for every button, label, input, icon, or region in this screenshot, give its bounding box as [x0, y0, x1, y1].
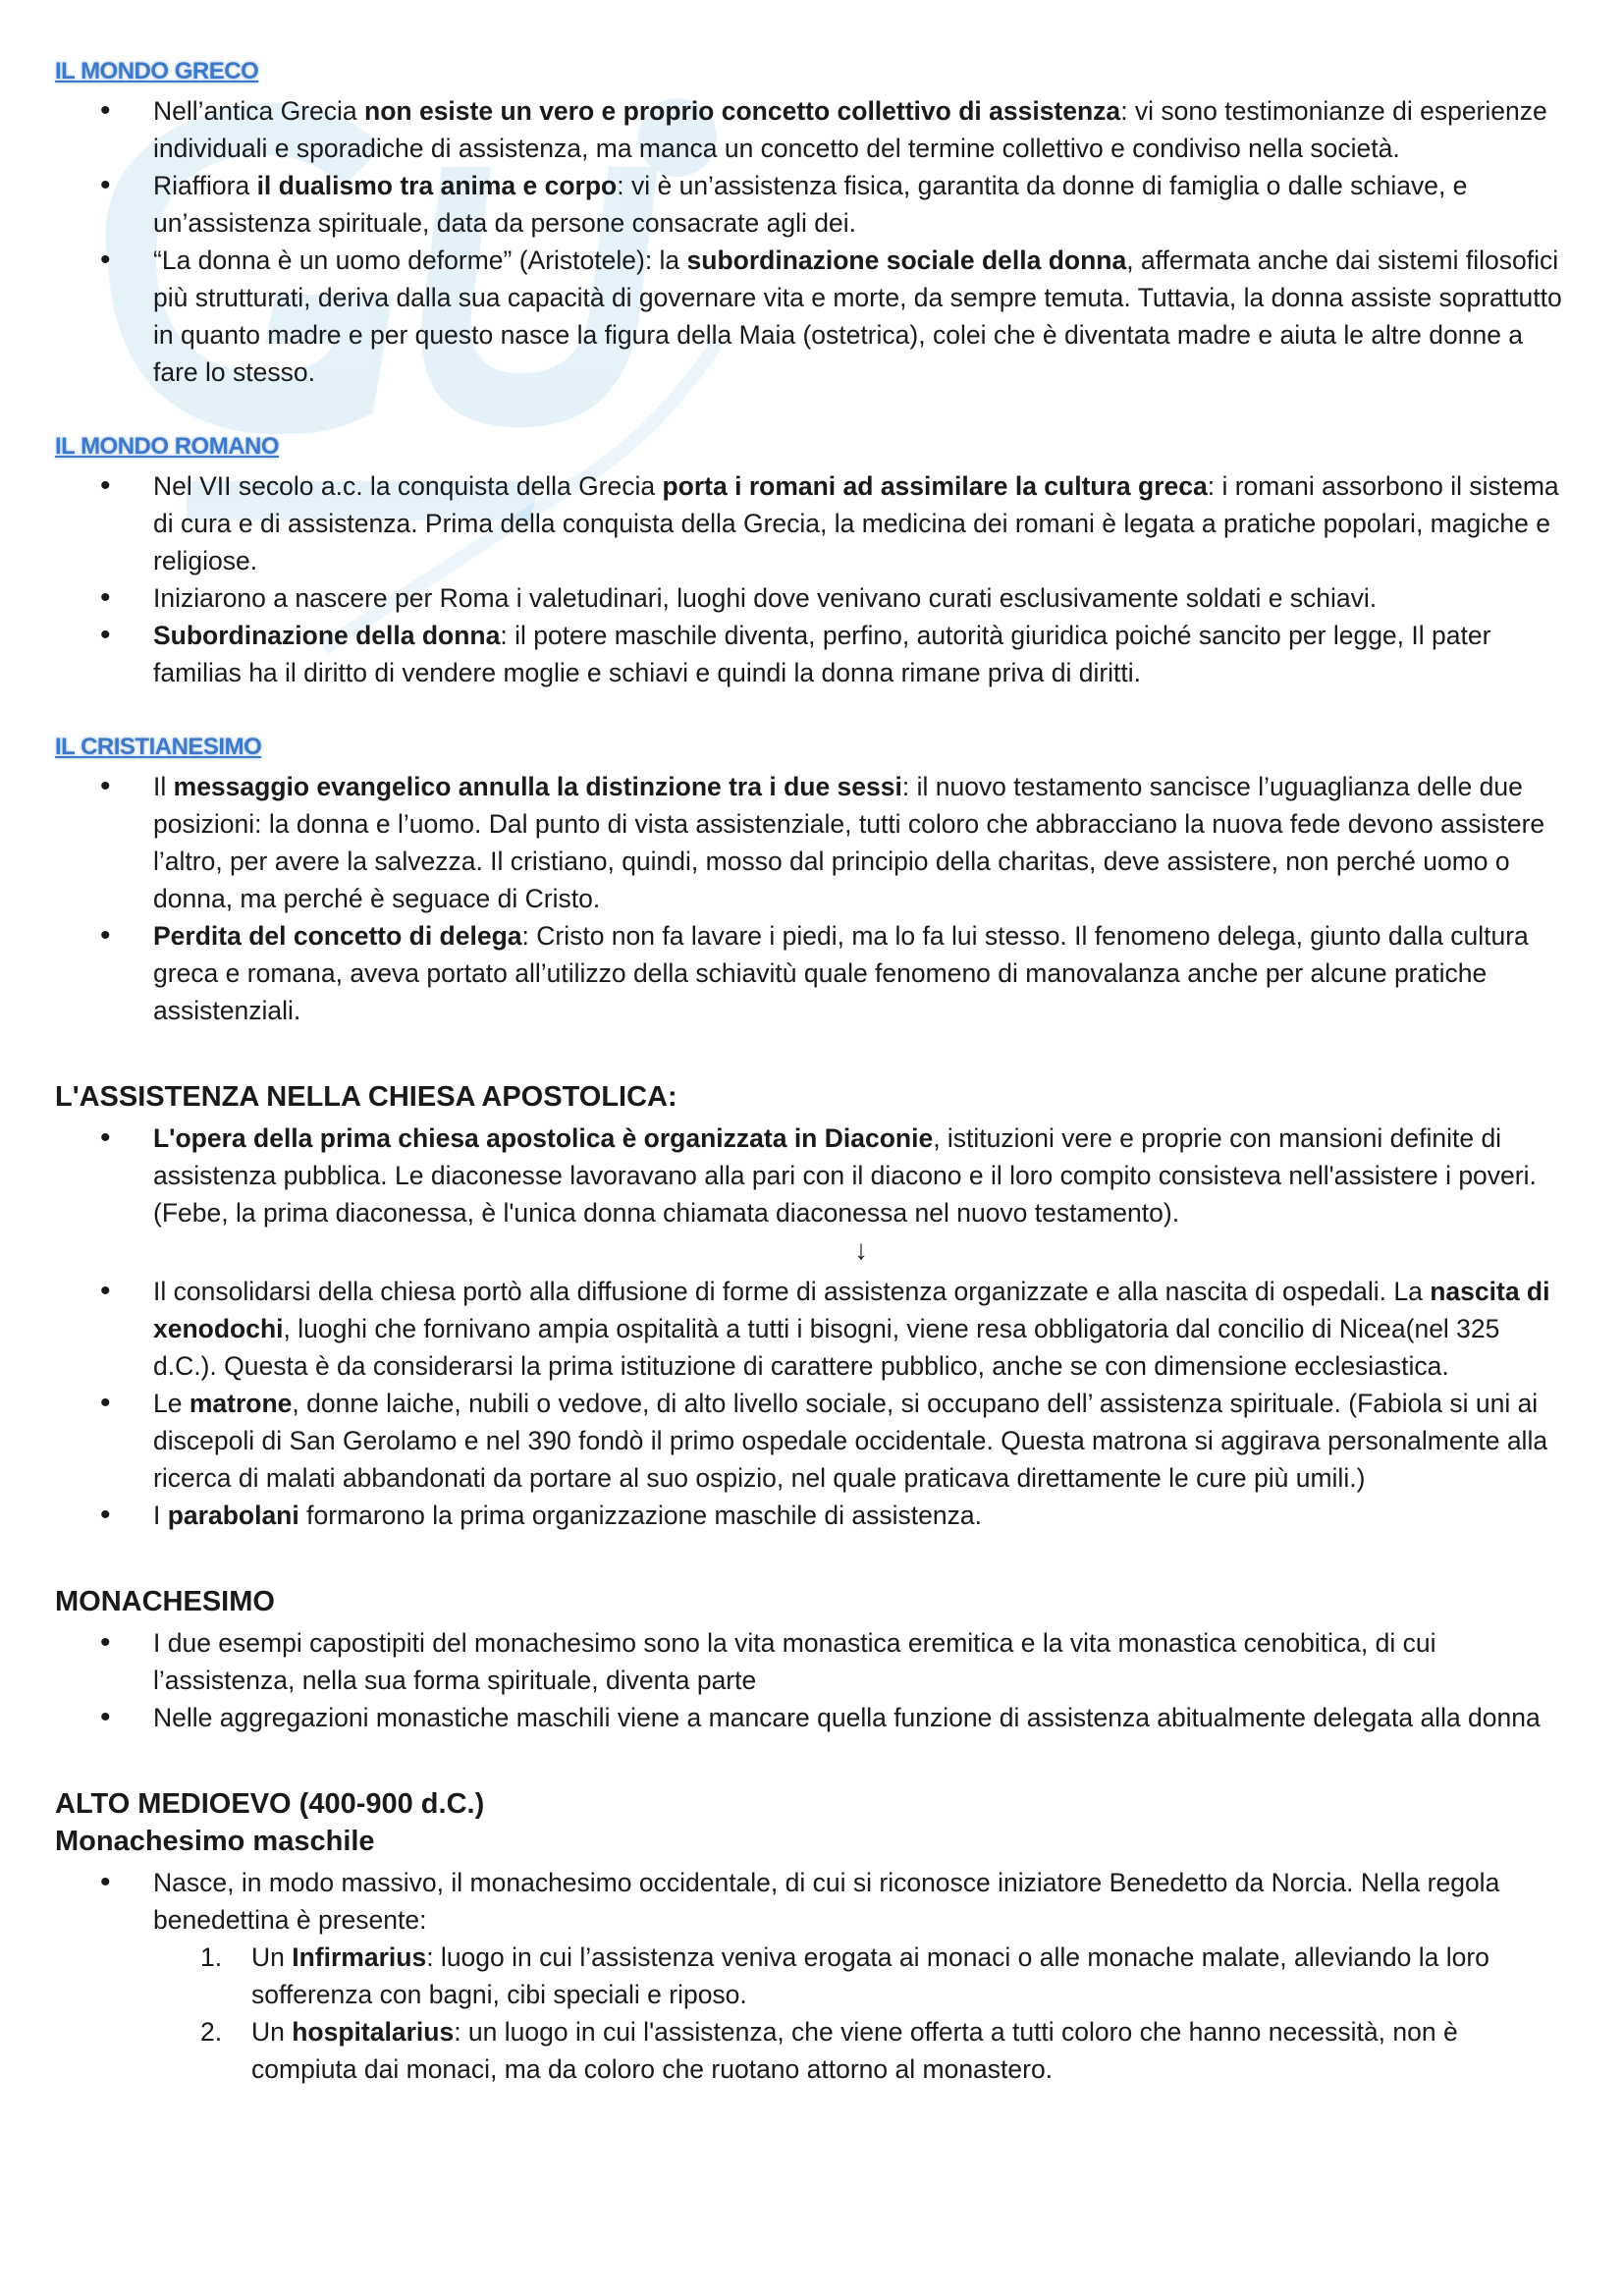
text: formarono la prima organizzazione maschile di assistenza.: [298, 1501, 982, 1530]
bold-text: nascita di xenodochi: [153, 1277, 1550, 1343]
arrow-down-icon: ↓: [854, 1234, 868, 1265]
text: : luogo in cui l’assistenza veniva erogata ai monaci o alle monache malate, alleviando la loro sofferenza con bagni, cibi speciali e riposo.: [251, 1942, 1489, 2009]
text: Riaffiora: [153, 171, 257, 200]
text: Un: [251, 2017, 293, 2047]
text: : il nuovo testamento sancisce l’uguaglianza delle due posizioni: la donna e l’uomo. Dal punto di vista assistenziale, tutti coloro che abbracciano la nuova fede devono assistere l’altro, per avere la salvezza. Il cristiano, quindi, mosso dal principio della charitas, deve assistere, non perché uomo o donna, ma perché è seguace di Cristo.: [153, 772, 1545, 913]
bold-text: porta i romani ad assimilare la cultura greca: [662, 471, 1208, 501]
bold-text: L'opera della prima chiesa apostolica è organizzata in Diaconie: [153, 1123, 934, 1153]
text: , affermata anche dai sistemi filosofici più strutturati, deriva dalla sua capacità di governare vita e morte, da sempre temuta. Tuttavia, la donna assiste soprattutto in quanto madre e per questo nasce la figura della Maia (ostetrica), colei che è diventata madre e aiuta le altre donne a fare lo stesso.: [153, 246, 1562, 387]
text: Nel VII secolo a.c. la conquista della Grecia: [153, 471, 663, 501]
list-item: [55, 768, 1569, 917]
list-item: [55, 467, 1569, 579]
text: , istituzioni vere e proprie con mansioni definite di assistenza pubblica. Le diaconesse lavoravano alla pari con il diacono e il loro compito consisteva nell'assistere i poveri. (Febe, la prima diaconessa, è l'unica donna chiamata diaconessa nel nuovo testamento).: [153, 1123, 1537, 1228]
text: Le: [153, 1389, 189, 1418]
bullet-list: [55, 768, 1569, 1029]
list-item: [55, 917, 1569, 1029]
list-item: [55, 242, 1569, 391]
item-number: 1.: [200, 1942, 223, 1972]
text: Il: [153, 772, 174, 801]
text: : un luogo in cui l'assistenza, che viene offerta a tutti coloro che hanno necessità, non è compiuta dai monaci, ma da coloro che ruotano attorno al monastero.: [251, 2017, 1458, 2084]
text: , luoghi che fornivano ampia ospitalità a tutti i bisogni, viene resa obbligatoria dal concilio di Nicea(nel 325 d.C.). Questa è da considerarsi la prima istituzione di carattere pubblico, anche se con dimensione ecclesiastica.: [153, 1314, 1500, 1381]
text: : i romani assorbono il sistema di cura e di assistenza. Prima della conquista della Grecia, la medicina dei romani è legata a pratiche popolari, magiche e religiose.: [153, 471, 1559, 575]
text: I due esempi capostipiti del monachesimo sono la vita monastica eremitica e la vita monastica cenobitica, di cui l’assistenza, nella sua forma spirituale, diventa parte: [153, 1628, 1436, 1695]
list-item: [55, 1864, 1569, 2088]
section-heading: IL MONDO ROMANO: [55, 433, 280, 460]
numbered-item: [153, 1939, 1569, 2013]
list-item: [55, 1497, 1569, 1534]
section-heading: MONACHESIMO: [55, 1586, 275, 1617]
bold-text: matrone: [189, 1389, 293, 1418]
section-monachesimo: [55, 1583, 1569, 1736]
list-item: [55, 167, 1569, 242]
text: : vi è un’assistenza fisica, garantita da donne di famiglia o dalle schiave, e un’assistenza spirituale, data da persone consacrate agli dei.: [153, 171, 1468, 238]
list-item: [55, 617, 1569, 691]
numbered-list: [153, 1939, 1569, 2088]
bold-text: messaggio evangelico annulla la distinzione tra i due sessi: [173, 772, 902, 801]
text: I: [153, 1501, 168, 1530]
text: Un: [251, 1942, 293, 1972]
bold-text: Infirmarius: [292, 1942, 427, 1972]
bold-text: subordinazione sociale della donna: [686, 246, 1127, 275]
section-heading: ALTO MEDIOEVO (400-900 d.C.): [55, 1788, 485, 1820]
bullet-list: [55, 467, 1569, 691]
text: Nelle aggregazioni monastiche maschili viene a mancare quella funzione di assistenza abitualmente delegata alla donna: [153, 1703, 1541, 1732]
list-item: [55, 1385, 1569, 1497]
section-cristianesimo: [55, 727, 1569, 1029]
text: : vi sono testimonianze di esperienze individuali e sporadiche di assistenza, ma manca un concetto del termine collettivo e condiviso nella società.: [153, 96, 1547, 163]
section-greco: [55, 51, 1569, 391]
bold-text: il dualismo tra anima e corpo: [256, 171, 618, 200]
list-item: [55, 1120, 1569, 1231]
section-heading: IL MONDO GRECO: [55, 58, 259, 84]
bullet-list: [55, 92, 1569, 391]
bold-text: hospitalarius: [292, 2017, 455, 2047]
bullet-list: [55, 1864, 1569, 2088]
text: Il consolidarsi della chiesa portò alla diffusione di forme di assistenza organizzate e alla nascita di ospedali. La: [153, 1277, 1431, 1306]
list-item: [55, 92, 1569, 167]
list-item: [55, 1699, 1569, 1736]
text: Iniziarono a nascere per Roma i valetudinari, luoghi dove venivano curati esclusivamente soldati e schiavi.: [153, 583, 1378, 613]
section-heading: IL CRISTIANESIMO: [55, 734, 262, 760]
bold-text: non esiste un vero e proprio concetto collettivo di assistenza: [364, 96, 1121, 126]
bold-text: Perdita del concetto di delega: [153, 921, 522, 951]
numbered-item: [153, 2013, 1569, 2088]
bullet-list: [55, 1273, 1569, 1534]
text: Nell’antica Grecia: [153, 96, 365, 126]
list-item: [55, 1624, 1569, 1699]
bullet-list: [55, 1120, 1569, 1231]
text: : Cristo non fa lavare i piedi, ma lo fa lui stesso. Il fenomeno delega, giunto dalla cultura greca e romana, aveva portato all’utilizzo della schiavitù quale fenomeno di manovalanza anche per alcune pratiche assistenziali.: [153, 921, 1529, 1025]
bold-text: parabolani: [167, 1501, 299, 1530]
bullet-list: [55, 1624, 1569, 1736]
bold-text: Subordinazione della donna: [153, 621, 501, 650]
list-item: [55, 1273, 1569, 1385]
section-heading: L'ASSISTENZA NELLA CHIESA APOSTOLICA:: [55, 1081, 677, 1113]
text: , donne laiche, nubili o vedove, di alto livello sociale, si occupano dell’ assistenza spirituale. (Fabiola si uni ai discepoli di San Gerolamo e nel 390 fondò il primo ospedale occidentale. Questa matrona si aggirava personalmente alla ricerca di malati abbandonati da portare al suo ospizio, nel quale praticava direttamente le cure più umili.): [153, 1389, 1548, 1493]
section-medioevo: [55, 1785, 1569, 2088]
section-apostolica: [55, 1078, 1569, 1534]
item-number: 2.: [200, 2017, 223, 2047]
text: “La donna è un uomo deforme” (Aristotele): la: [153, 246, 687, 275]
list-item: [55, 579, 1569, 617]
section-romano: [55, 426, 1569, 691]
text: : il potere maschile diventa, perfino, autorità giuridica poiché sancito per legge, Il pater familias ha il diritto di vendere moglie e schiavi e quindi la donna rimane priva di diritti.: [153, 621, 1491, 687]
text: Nasce, in modo massivo, il monachesimo occidentale, di cui si riconosce iniziatore Benedetto da Norcia. Nella regola benedettina è presente:: [153, 1868, 1500, 1935]
section-subheading: Monachesimo maschile: [55, 1826, 375, 1857]
